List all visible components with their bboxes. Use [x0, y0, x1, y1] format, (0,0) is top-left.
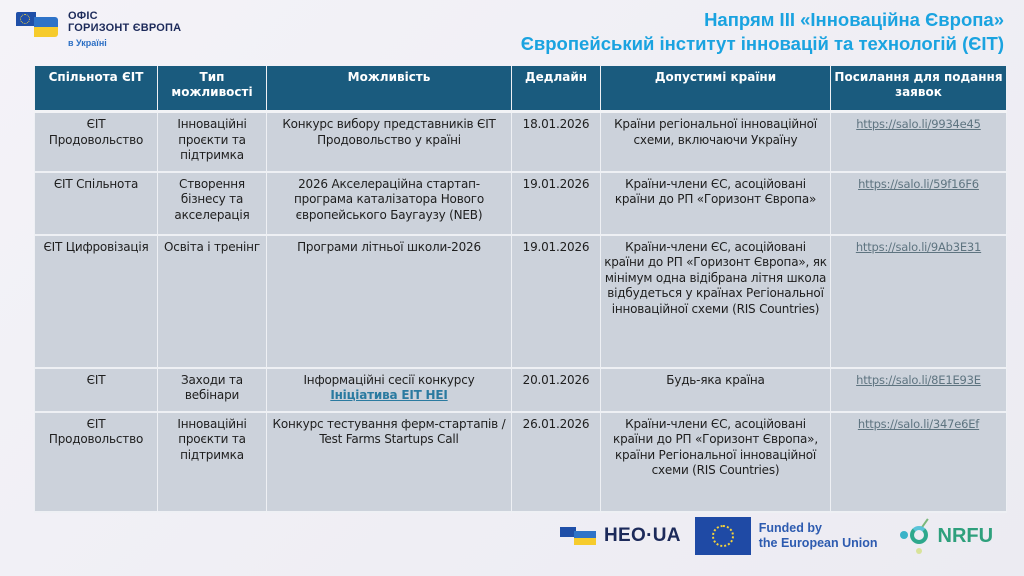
cell-link [831, 172, 1007, 235]
cell-community: ЄІТ Продовольство [35, 112, 158, 172]
cell-community: ЄІТ Продовольство [35, 412, 158, 512]
funded-by-eu-logo [695, 517, 878, 555]
application-link[interactable]: https://salo.li/347e6Ef [857, 416, 980, 431]
opportunities-table [34, 66, 1007, 513]
column-header-link: Посилання для подання заявок [831, 66, 1007, 112]
cell-opportunity [267, 368, 512, 412]
cell-community: ЄІТ Цифровізація [35, 235, 158, 368]
footer-logos [560, 514, 993, 558]
cell-deadline: 26.01.2026 [512, 412, 601, 512]
page-title-line-1: Напрям ІІІ «Інноваційна Європа» [704, 9, 1004, 30]
cell-type: Створення бізнесу та акселерація [158, 172, 267, 235]
page-title [521, 8, 1004, 56]
cell-countries: Країни-члени ЄС, асоційовані країни до РП «Горизонт Європа» [601, 172, 831, 235]
cell-opportunity: Конкурс вибору представників ЄІТ Продовольство у країні [267, 112, 512, 172]
cell-community: ЄІТ Спільнота [35, 172, 158, 235]
eu-flag-icon [695, 517, 751, 555]
cell-countries: Країни регіональної інноваційної схеми, включаючи Україну [601, 112, 831, 172]
cell-deadline: 20.01.2026 [512, 368, 601, 412]
cell-type: Інноваційні проєкти та підтримка [158, 412, 267, 512]
cell-countries: Країни-члени ЄС, асоційовані країни до РП «Горизонт Європа», як мінімум одна відібрана літня школа відбудеться у країнах Регіональної інноваційної схеми (RIS Countries) [601, 235, 831, 368]
opportunity-text: Інформаційні сесії конкурсу [303, 372, 475, 387]
cell-community: ЄІТ [35, 368, 158, 412]
heoua-logo [560, 525, 681, 547]
table-row [35, 412, 1007, 512]
nrfu-molecule-icon [900, 518, 936, 554]
table-row [35, 368, 1007, 412]
heoua-logo-text: HEO·UA [604, 525, 681, 546]
cell-opportunity: 2026 Акселераційна стартап-програма каталізатора Нового європейського Баугаузу (NEB) [267, 172, 512, 235]
table-row [35, 172, 1007, 235]
cell-opportunity: Конкурс тестування ферм-стартапів / Test Farms Startups Call [267, 412, 512, 512]
application-link[interactable]: https://salo.li/59f16F6 [858, 176, 979, 191]
column-header-community: Спільнота ЄІТ [35, 66, 158, 112]
funded-by-line-1: Funded by [758, 521, 822, 535]
cell-link [831, 368, 1007, 412]
cell-type: Заходи та вебінари [158, 368, 267, 412]
page-title-line-2: Європейський інститут інновацій та технологій (ЄІТ) [520, 33, 1004, 54]
cell-link [831, 235, 1007, 368]
nrfu-logo-text: NRFU [937, 524, 994, 547]
eit-hei-initiative-link[interactable]: Ініціатива ЕІТ HEI [330, 388, 448, 402]
cell-deadline: 19.01.2026 [512, 172, 601, 235]
cell-link [831, 412, 1007, 512]
ofis-horizon-europe-logo [16, 10, 181, 49]
column-header-opportunity: Можливість [267, 66, 512, 112]
cell-countries: Країни-члени ЄС, асоційовані країни до РП «Горизонт Європа», країни Регіональної інноваційної схеми (RIS Countries) [601, 412, 831, 512]
logo-line-2: ГОРИЗОНТ ЄВРОПА [68, 22, 182, 34]
application-link[interactable]: https://salo.li/9934e45 [856, 117, 981, 131]
funded-by-line-2: the European Union [758, 536, 878, 550]
logo-line-1: ОФІС [68, 10, 98, 22]
cell-type: Інноваційні проєкти та підтримка [158, 112, 267, 172]
eu-ukraine-flag-icon [16, 12, 58, 40]
eu-ukraine-flag-icon [560, 525, 596, 547]
table-row [35, 235, 1007, 368]
nrfu-logo [900, 518, 994, 554]
cell-deadline: 18.01.2026 [512, 112, 601, 172]
cell-type: Освіта і тренінг [158, 235, 267, 368]
application-link[interactable]: https://salo.li/8E1E93E [856, 372, 981, 387]
application-link[interactable]: https://salo.li/9Ab3E31 [855, 239, 982, 254]
table-header-row [35, 66, 1007, 112]
table-row [35, 112, 1007, 172]
cell-link [831, 112, 1007, 172]
logo-line-3: в Україні [68, 38, 107, 48]
cell-deadline: 19.01.2026 [512, 235, 601, 368]
cell-opportunity: Програми літньої школи-2026 [267, 235, 512, 368]
column-header-type: Тип можливості [158, 66, 267, 112]
column-header-deadline: Дедлайн [512, 66, 601, 112]
column-header-countries: Допустимі країни [601, 66, 831, 112]
cell-countries: Будь-яка країна [601, 368, 831, 412]
